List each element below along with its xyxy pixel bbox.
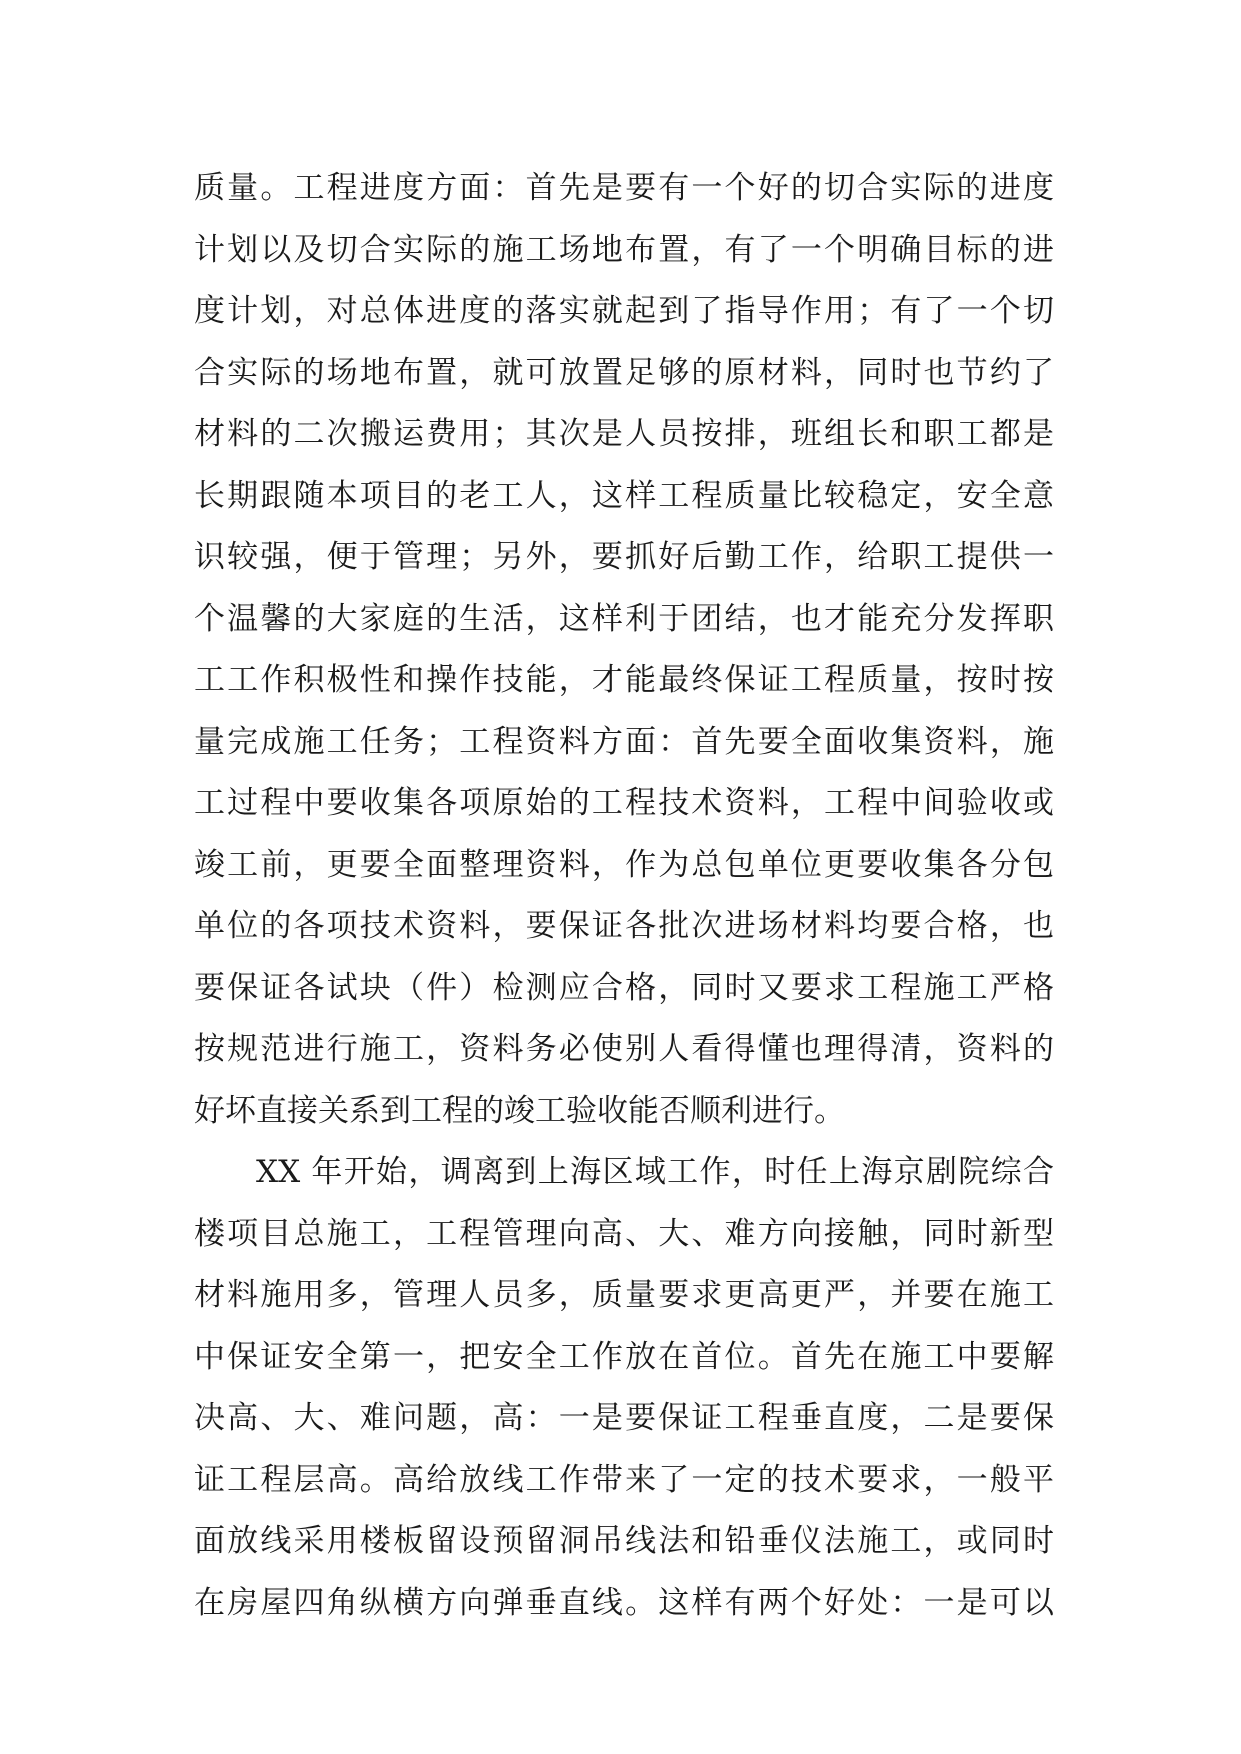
paragraph-first-line: XX 年开始，调离到上海区域工作，时任上海京剧院综合: [256, 1154, 1054, 1190]
text-line: 决高、大、难问题，高：一是要保证工程垂直度，二是要保: [194, 1400, 1054, 1436]
text-line: 材料施用多，管理人员多，质量要求更高更严，并要在施工: [194, 1277, 1054, 1313]
paragraph-end-line: 好坏直接关系到工程的竣工验收能否顺利进行。: [194, 1092, 845, 1129]
text-line: 度计划，对总体进度的落实就起到了指导作用；有了一个切: [194, 293, 1054, 329]
text-line: 识较强，便于管理；另外，要抓好后勤工作，给职工提供一: [194, 539, 1054, 575]
text-line: 要保证各试块（件）检测应合格，同时又要求工程施工严格: [194, 969, 1054, 1006]
text-line: 按规范进行施工，资料务必使别人看得懂也理得清，资料的: [194, 1031, 1054, 1067]
text-line: 合实际的场地布置，就可放置足够的原材料，同时也节约了: [194, 354, 1054, 391]
text-line: 量完成施工任务；工程资料方面：首先要全面收集资料，施: [194, 723, 1054, 760]
text-line: 计划以及切合实际的施工场地布置，有了一个明确目标的进: [194, 231, 1054, 268]
text-line: 证工程层高。高给放线工作带来了一定的技术要求，一般平: [194, 1461, 1054, 1498]
body-text: [194, 158, 1054, 1634]
text-line: 楼项目总施工，工程管理向高、大、难方向接触，同时新型: [194, 1215, 1054, 1252]
text-line: 中保证安全第一，把安全工作放在首位。首先在施工中要解: [194, 1338, 1054, 1375]
text-line: 工工作积极性和操作技能，才能最终保证工程质量，按时按: [194, 662, 1054, 698]
text-line: 竣工前，更要全面整理资料，作为总包单位更要收集各分包: [194, 846, 1054, 883]
text-line: 工过程中要收集各项原始的工程技术资料，工程中间验收或: [194, 785, 1054, 821]
text-line: 个温馨的大家庭的生活，这样利于团结，也才能充分发挥职: [194, 600, 1054, 637]
text-line: 面放线采用楼板留设预留洞吊线法和铅垂仪法施工，或同时: [194, 1523, 1054, 1559]
text-line: 长期跟随本项目的老工人，这样工程质量比较稳定，安全意: [194, 477, 1054, 514]
text-line: 材料的二次搬运费用；其次是人员按排，班组长和职工都是: [194, 416, 1054, 452]
text-line: 单位的各项技术资料，要保证各批次进场材料均要合格，也: [194, 908, 1054, 944]
text-line: 在房屋四角纵横方向弹垂直线。这样有两个好处：一是可以: [194, 1584, 1054, 1621]
text-line: 质量。工程进度方面：首先是要有一个好的切合实际的进度: [194, 170, 1054, 206]
